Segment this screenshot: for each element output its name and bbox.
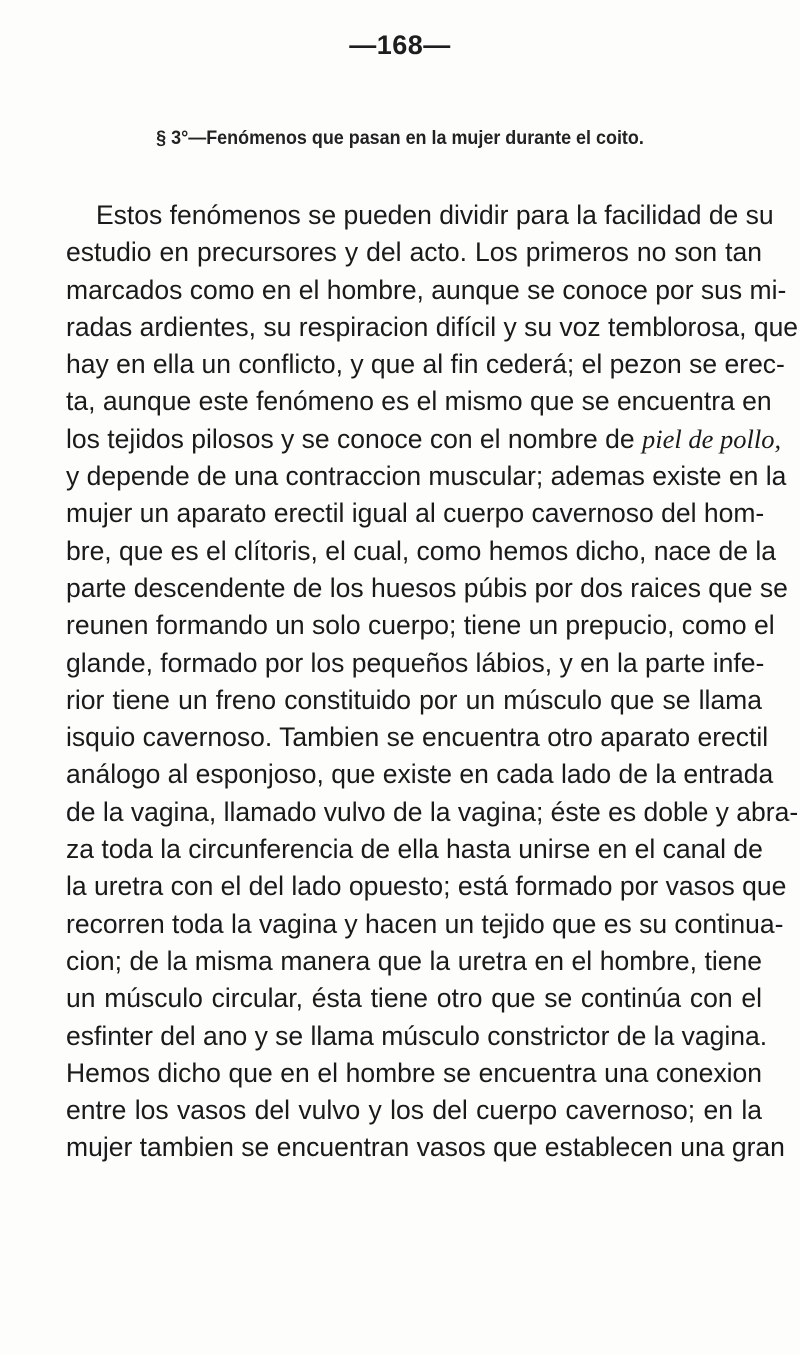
text-line: Estos fenómenos se pueden dividir para la facilidad de su — [96, 200, 774, 230]
text-line: y depende de una contraccion muscular; ademas existe en la — [66, 461, 787, 492]
text-line: recorren toda la vagina y hacen un tejido que es su continua- — [66, 908, 784, 939]
text-line: estudio en precursores y del acto. Los primeros no son tan — [66, 237, 762, 268]
text-line: marcados como en el hombre, aunque se conoce por sus mi- — [66, 274, 787, 305]
text-line: mujer un aparato erectil igual al cuerpo cavernoso del hom- — [66, 498, 765, 529]
text-line: reunen formando un solo cuerpo; tiene un prepucio, como el — [66, 610, 775, 641]
text-line: cion; de la misma manera que la uretra en el hombre, tiene — [66, 945, 762, 976]
text-line: de la vagina, llamado vulvo de la vagina; éste es doble y abra- — [66, 796, 799, 827]
text-line: un músculo circular, ésta tiene otro que se continúa con el — [66, 983, 762, 1014]
text-line: ta, aunque este fenómeno es el mismo que se encuentra en — [66, 386, 772, 417]
section-heading: § 3°—Fenómenos que pasan en la mujer durante el coito. — [156, 127, 644, 149]
text-line: radas ardientes, su respiracion difícil y su voz temblorosa, que — [66, 311, 799, 342]
text-line: parte descendente de los huesos púbis por dos raices que se — [66, 572, 788, 603]
text-line: hay en ella un conflicto, y que al fin cederá; el pezon se erec- — [66, 349, 785, 380]
text-line: la uretra con el del lado opuesto; está formado por vasos que — [66, 871, 787, 902]
italic-term: piel de pollo, — [641, 423, 782, 454]
text-line: entre los vasos del vulvo y los del cuerpo cavernoso; en la — [66, 1095, 762, 1126]
text-line: rior tiene un freno constituido por un músculo que se llama — [66, 684, 762, 715]
page-number: —168— — [349, 30, 451, 60]
text-line: mujer tambien se encuentran vasos que establecen una gran — [66, 1132, 785, 1163]
text-line-with-italic — [66, 421, 782, 458]
text-line: Hemos dicho que en el hombre se encuentra una conexion — [66, 1057, 762, 1088]
text-segment: los tejidos pilosos y se conoce con el nombre de — [66, 423, 635, 454]
body-paragraph — [66, 197, 799, 1167]
text-line: esfinter del ano y se llama músculo constrictor de la vagina. — [66, 1020, 768, 1051]
text-line: bre, que es el clítoris, el cual, como hemos dicho, nace de la — [66, 535, 776, 566]
text-line: análogo al esponjoso, que existe en cada lado de la entrada — [66, 759, 774, 790]
text-line: isquio cavernoso. Tambien se encuentra otro aparato erectil — [66, 722, 769, 753]
text-line: glande, formado por los pequeños lábios, y en la parte infe- — [66, 647, 765, 678]
text-line: za toda la circunferencia de ella hasta unirse en el canal de — [66, 834, 763, 865]
